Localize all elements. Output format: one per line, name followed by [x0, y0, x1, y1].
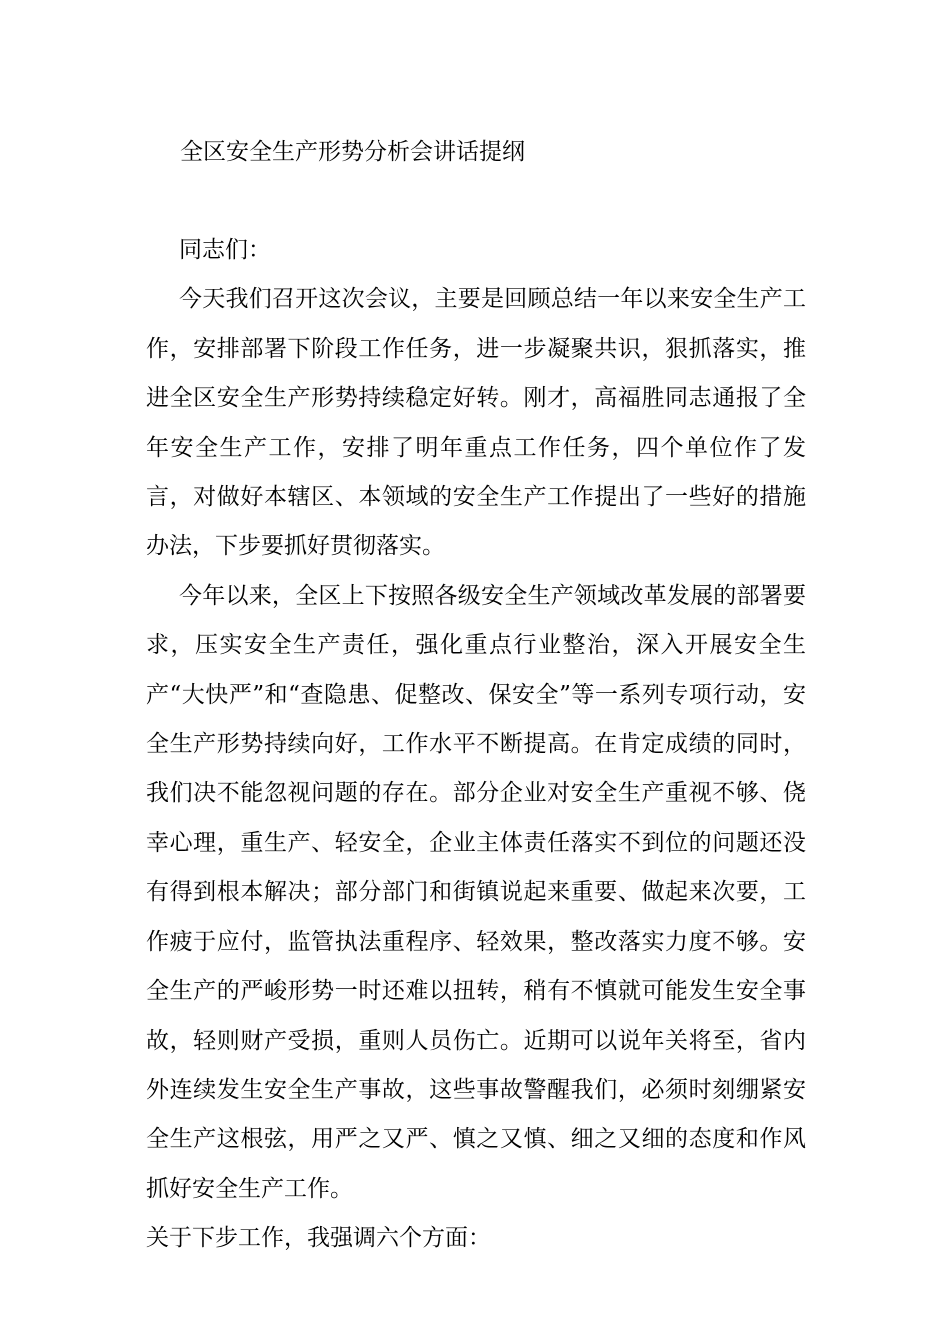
- salutation: 同志们：: [179, 237, 271, 263]
- document-title: 全区安全生产形势分析会讲话提纲: [180, 139, 525, 165]
- document-body: [146, 226, 806, 1264]
- closing-line: 关于下步工作，我强调六个方面：: [146, 1225, 491, 1252]
- paragraph-2: 今年以来，全区上下按照各级安全生产领域改革发展的部署要求，压实安全生产责任，强化重点行业整治，深入开展安全生产“大快严”和“查隐患、促整改、保安全”等一系列专项行动，安全生产形势持续向好，工作水平不断提高。在肯定成绩的同时，我们决不能忽视问题的存在。部分企业对安全生产重视不够、侥幸心理，重生产、轻安全，企业主体责任落实不到位的问题还没有得到根本解决；部分部门和街镇说起来重要、做起来次要，工作疲于应付，监管执法重程序、轻效果，整改落实力度不够。安全生产的严峻形势一时还难以扭转，稍有不慎就可能发生安全事故，轻则财产受损，重则人员伤亡。近期可以说年关将至，省内外连续发生安全生产事故，这些事故警醒我们，必须时刻绷紧安全生产这根弦，用严之又严、慎之又慎、细之又细的态度和作风抓好安全生产工作。: [146, 582, 806, 1202]
- paragraph-1: 今天我们召开这次会议，主要是回顾总结一年以来安全生产工作，安排部署下阶段工作任务，进一步凝聚共识，狠抓落实，推进全区安全生产形势持续稳定好转。刚才，高福胜同志通报了全年安全生产工作，安排了明年重点工作任务，四个单位作了发言，对做好本辖区、本领域的安全生产工作提出了一些好的措施办法，下步要抓好贯彻落实。: [146, 286, 806, 560]
